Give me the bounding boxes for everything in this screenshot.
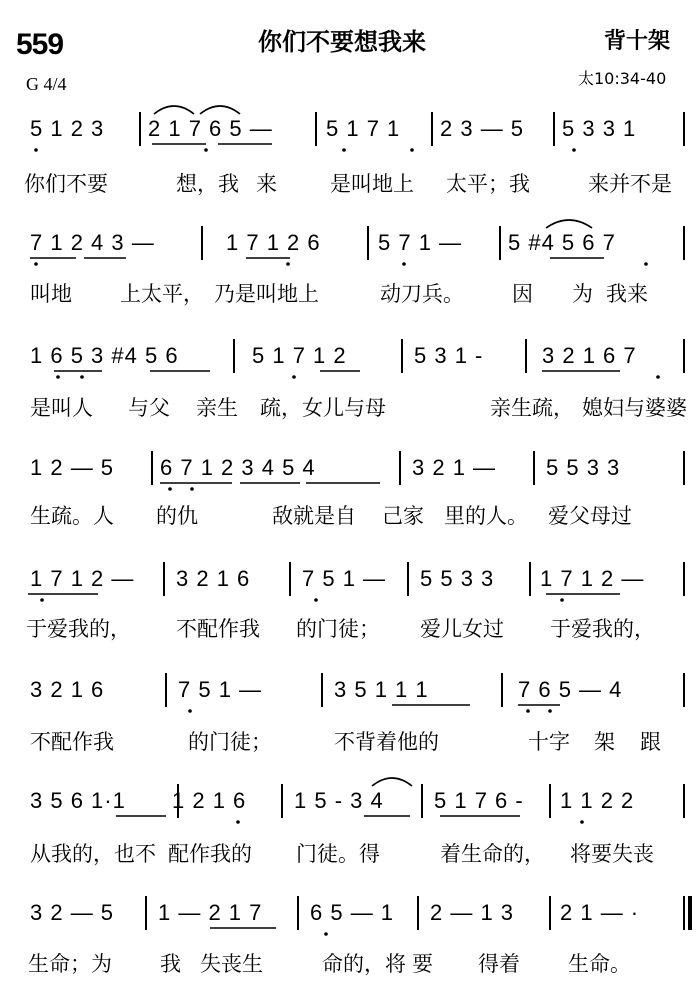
lyric-line: 为 [572,282,593,306]
key-time-signature: G 4/4 [26,74,67,94]
lyric-line: 的门徒； [296,617,380,641]
measure-notes: 3 2 1 6 [176,566,251,591]
octave-dot [580,820,584,824]
measure-notes: 5 5 3 3 [546,455,621,480]
lyric-line: 架 [594,730,615,754]
octave-dot [560,598,564,602]
lyric-line: 里的人。 [444,504,528,528]
octave-dot [314,598,318,602]
lyric-line: 十字 [528,730,570,754]
slur-arc [546,220,592,228]
lyric-line: 生命；为 [28,952,112,976]
lyric-line: 失丧生 [200,952,263,976]
measure-notes: 2 1 — · [560,900,640,925]
octave-dot [644,262,648,266]
measure-notes: 1 5 - 3 4 [294,788,384,813]
lyric-line: 配作我的 [168,842,252,866]
measure-notes: 5 1 7 1 [326,116,401,141]
octave-dot [526,709,530,713]
lyric-line: 敌就是自 [272,504,356,528]
lyric-line: 亲生疏， [490,396,574,420]
measure-notes: 2 3 — 5 [440,116,525,141]
lyric-line: 于爱我的， [550,617,655,641]
lyric-line: 与父 [128,396,170,420]
octave-dot [56,375,60,379]
measure-notes: 7 5 1 — [178,677,263,702]
octave-dot [572,148,576,152]
lyric-line: 将要失丧 [570,842,654,866]
measure-notes: 7 1 2 4 3 — [30,230,155,255]
lyric-line: 从我的，也不 [30,842,156,866]
octave-dot [286,262,290,266]
measure-notes: 1 7 1 2 — [540,566,645,591]
measure-notes: 1 7 1 2 6 [226,230,321,255]
measure-notes: 7 6 5 — 4 [518,677,623,702]
measure-notes: 5 3 1 - [414,343,484,368]
lyric-line: 不背着他的 [334,730,439,754]
measure-notes: 6 7 1 2 3 4 5 4 [160,455,316,480]
measure-notes: 3 5 1 1 1 [334,677,429,702]
lyric-line: 乃是叫地上 [214,282,319,306]
measure-notes: 7 5 1 — [302,566,387,591]
measure-notes: 1 2 1 6 [172,788,247,813]
lyric-line: 媳妇与婆婆 [582,396,687,420]
measure-notes: 5 3 3 1 [562,116,637,141]
measure-notes: 3 2 1 6 [30,677,105,702]
lyric-line: 我 [160,952,181,976]
measure-notes: 5 1 7 6 - [434,788,524,813]
lyric-line: 跟 [640,730,661,754]
measure-notes: 3 2 1 — [412,455,497,480]
octave-dot [656,375,660,379]
lyric-line: 因 [512,282,533,306]
octave-dot [204,148,208,152]
octave-dot [40,598,44,602]
measure-notes: 2 1 7 6 5 — [148,116,273,141]
lyric-line: 叫地 [30,282,72,306]
lyric-line: 爱儿女过 [420,617,504,641]
lyric-line: 生疏。人 [30,504,114,528]
hymn-title: 你们不要想我来 [258,28,426,56]
lyric-line: 动刀兵。 [380,282,464,306]
octave-dot [410,148,414,152]
octave-dot [80,375,84,379]
measure-notes: 1 1 2 2 [560,788,635,813]
measure-notes: 5 7 1 — [378,230,463,255]
measure-notes: 1 7 1 2 — [30,566,135,591]
measure-notes: 5 #4 5 6 7 [508,230,616,255]
scripture-reference: 太10:34-40 [578,69,667,88]
slur-arc [372,778,412,786]
lyric-line: 爱父母过 [548,504,632,528]
lyric-line: 要 [412,952,433,976]
measure-notes: 1 — 2 1 7 [158,900,263,925]
lyric-line: 是叫人 [30,396,93,420]
measure-notes: 3 5 6 1·1 [30,788,126,813]
measure-notes: 1 2 — 5 [30,455,115,480]
lyric-line: 的仇 [156,504,198,528]
octave-dot [292,375,296,379]
lyric-line: 太平；我 [446,172,530,196]
lyric-line: 是叫地上 [330,172,414,196]
lyric-line: 得着 [478,952,520,976]
lyric-line: 来并不是 [588,172,672,196]
measure-notes: 2 — 1 3 [430,900,515,925]
octave-dot [236,820,240,824]
measure-notes: 1 6 5 3 #4 5 6 [30,343,179,368]
octave-dot [168,487,172,491]
lyric-line: 于爱我的， [26,617,131,641]
measure-notes: 5 1 7 1 2 [252,343,347,368]
octave-dot [402,262,406,266]
measure-notes: 3 2 1 6 7 [542,343,637,368]
lyric-line: 亲生 [196,396,238,420]
lyric-line: 我来 [606,282,648,306]
octave-dot [324,932,328,936]
lyric-line: 你们不要 [24,172,108,196]
lyric-line: 己家 [382,504,424,528]
slur-arc [200,106,240,114]
measure-notes: 5 5 3 3 [420,566,495,591]
lyric-line: 着生命的， [440,842,545,866]
octave-dot [342,148,346,152]
lyric-line: 不配作我 [30,730,114,754]
hymn-number: 559 [16,28,64,61]
lyric-line: 来 [256,172,277,196]
measure-notes: 6 5 — 1 [310,900,395,925]
octave-dot [548,709,552,713]
measure-notes: 5 1 2 3 [30,116,105,141]
lyric-line: 的门徒； [188,730,272,754]
lyric-line: 不配作我 [176,617,260,641]
lyric-line: 命的，将 [322,952,406,976]
measure-notes: 3 2 — 5 [30,900,115,925]
lyric-line: 疏，女儿与母 [260,396,386,420]
lyric-line: 生命。 [568,952,631,976]
lyric-line: 门徒。得 [296,842,380,866]
lyric-line: 上太平， [120,282,204,306]
octave-dot [188,709,192,713]
octave-dot [34,148,38,152]
hymn-category: 背十架 [604,29,671,54]
octave-dot [34,262,38,266]
octave-dot [190,487,194,491]
slur-arc [154,106,194,114]
lyric-line: 想，我 [176,172,239,196]
